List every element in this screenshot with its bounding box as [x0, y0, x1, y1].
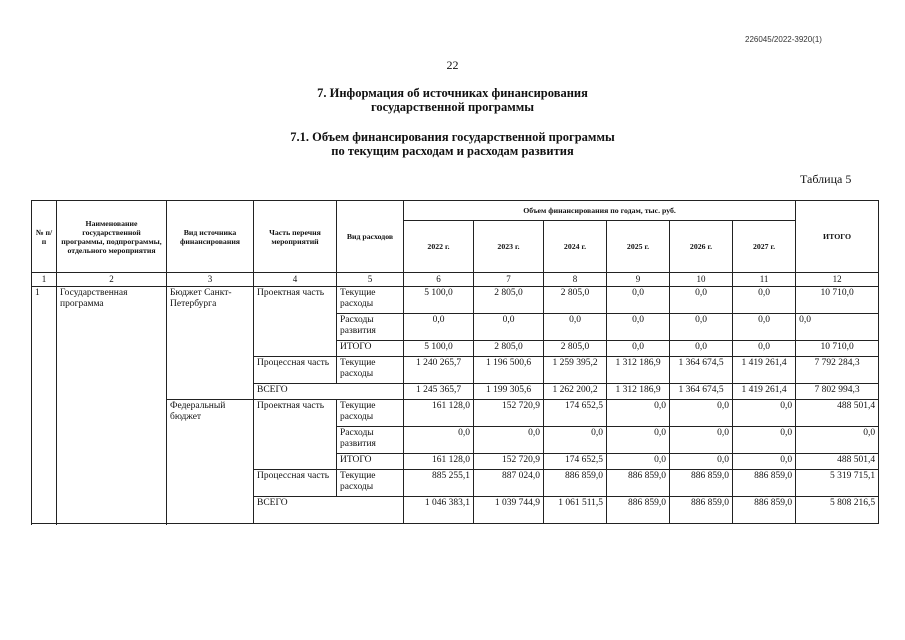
value-cell: 2 805,0	[544, 287, 607, 314]
total-cell: 5 808 216,5	[796, 497, 879, 524]
value-cell: 886 859,0	[544, 470, 607, 497]
value-cell: 0,0	[733, 341, 796, 357]
column-number: 12	[796, 273, 879, 287]
value-cell: 2 805,0	[474, 287, 544, 314]
value-cell: 0,0	[670, 400, 733, 427]
value-cell: 0,0	[607, 314, 670, 341]
total-cell: 0,0	[796, 314, 879, 341]
expense-label: Расходы развития	[337, 314, 404, 341]
value-cell: 886 859,0	[607, 470, 670, 497]
section-heading	[0, 86, 905, 114]
table-row	[32, 287, 879, 314]
column-number: 6	[404, 273, 474, 287]
expense-label: Текущие расходы	[337, 287, 404, 314]
subsection-heading	[0, 130, 905, 158]
total-cell: 5 319 715,1	[796, 470, 879, 497]
column-number: 10	[670, 273, 733, 287]
total-cell: 488 501,4	[796, 400, 879, 427]
value-cell: 1 419 261,4	[733, 357, 796, 384]
table-caption: Таблица 5	[800, 172, 852, 186]
value-cell: 5 100,0	[404, 341, 474, 357]
program-number: 1	[32, 287, 57, 524]
value-cell: 1 364 674,5	[670, 357, 733, 384]
column-number: 4	[254, 273, 337, 287]
grand-total-label: ВСЕГО	[254, 497, 404, 524]
header-year: 2027 г.	[733, 221, 796, 273]
header-year: 2022 г.	[404, 221, 474, 273]
source-name: Бюджет Санкт-Петербурга	[167, 287, 254, 400]
value-cell: 0,0	[733, 400, 796, 427]
header-expense-type: Вид расходов	[337, 201, 404, 273]
header-volume: Объем финансирования по годам, тыс. руб.	[404, 201, 796, 221]
value-cell: 174 652,5	[544, 400, 607, 427]
value-cell: 1 262 200,2	[544, 384, 607, 400]
column-number: 3	[167, 273, 254, 287]
grand-total-label: ВСЕГО	[254, 384, 404, 400]
value-cell: 1 312 186,9	[607, 357, 670, 384]
value-cell: 0,0	[474, 314, 544, 341]
value-cell: 1 199 305,6	[474, 384, 544, 400]
value-cell: 0,0	[670, 454, 733, 470]
column-number: 2	[57, 273, 167, 287]
expense-label: Текущие расходы	[337, 357, 404, 384]
value-cell: 1 364 674,5	[670, 384, 733, 400]
value-cell: 0,0	[544, 314, 607, 341]
column-number: 1	[32, 273, 57, 287]
total-cell: 0,0	[796, 427, 879, 454]
value-cell: 161 128,0	[404, 400, 474, 427]
value-cell: 0,0	[670, 341, 733, 357]
header-year: 2025 г.	[607, 221, 670, 273]
column-number-row	[32, 273, 879, 287]
column-number: 7	[474, 273, 544, 287]
value-cell: 887 024,0	[474, 470, 544, 497]
header-part: Часть перечня мероприятий	[254, 201, 337, 273]
value-cell: 0,0	[733, 427, 796, 454]
value-cell: 161 128,0	[404, 454, 474, 470]
value-cell: 0,0	[404, 314, 474, 341]
header-year: 2026 г.	[670, 221, 733, 273]
value-cell: 886 859,0	[670, 470, 733, 497]
value-cell: 0,0	[544, 427, 607, 454]
column-number: 8	[544, 273, 607, 287]
header-num: № п/п	[32, 201, 57, 273]
column-number: 11	[733, 273, 796, 287]
total-cell: 10 710,0	[796, 287, 879, 314]
part-label: Процессная часть	[254, 470, 337, 497]
value-cell: 2 805,0	[544, 341, 607, 357]
header-year: 2024 г.	[544, 221, 607, 273]
value-cell: 5 100,0	[404, 287, 474, 314]
program-name: Государственная программа	[57, 287, 167, 524]
value-cell: 0,0	[607, 287, 670, 314]
value-cell: 1 046 383,1	[404, 497, 474, 524]
value-cell: 885 255,1	[404, 470, 474, 497]
value-cell: 0,0	[733, 454, 796, 470]
part-label: Проектная часть	[254, 400, 337, 470]
subsection-heading-line: 7.1. Объем финансирования государственной программы	[290, 130, 615, 144]
value-cell: 886 859,0	[733, 470, 796, 497]
value-cell: 1 196 500,6	[474, 357, 544, 384]
section-heading-line: 7. Информация об источниках финансирования	[317, 86, 588, 100]
subsection-heading-line: по текущим расходам и расходам развития	[331, 144, 574, 158]
total-cell: 7 802 994,3	[796, 384, 879, 400]
expense-label: ИТОГО	[337, 454, 404, 470]
part-label: Процессная часть	[254, 357, 337, 384]
value-cell: 1 312 186,9	[607, 384, 670, 400]
total-cell: 488 501,4	[796, 454, 879, 470]
expense-label: ИТОГО	[337, 341, 404, 357]
expense-label: Текущие расходы	[337, 400, 404, 427]
value-cell: 0,0	[474, 427, 544, 454]
value-cell: 886 859,0	[607, 497, 670, 524]
value-cell: 0,0	[404, 427, 474, 454]
total-cell: 7 792 284,3	[796, 357, 879, 384]
source-name: Федеральный бюджет	[167, 400, 254, 524]
value-cell: 1 061 511,5	[544, 497, 607, 524]
part-label: Проектная часть	[254, 287, 337, 357]
value-cell: 0,0	[670, 314, 733, 341]
value-cell: 0,0	[670, 287, 733, 314]
value-cell: 0,0	[733, 314, 796, 341]
value-cell: 1 245 365,7	[404, 384, 474, 400]
value-cell: 1 240 265,7	[404, 357, 474, 384]
value-cell: 0,0	[670, 427, 733, 454]
value-cell: 886 859,0	[670, 497, 733, 524]
column-number: 9	[607, 273, 670, 287]
header-source: Вид источника финансирования	[167, 201, 254, 273]
header-total: ИТОГО	[796, 201, 879, 273]
expense-label: Текущие расходы	[337, 470, 404, 497]
header-year: 2023 г.	[474, 221, 544, 273]
value-cell: 0,0	[733, 287, 796, 314]
document-id: 226045/2022-3920(1)	[745, 35, 822, 44]
total-cell: 10 710,0	[796, 341, 879, 357]
value-cell: 0,0	[607, 427, 670, 454]
column-number: 5	[337, 273, 404, 287]
value-cell: 0,0	[607, 454, 670, 470]
value-cell: 2 805,0	[474, 341, 544, 357]
value-cell: 0,0	[607, 341, 670, 357]
value-cell: 1 259 395,2	[544, 357, 607, 384]
section-heading-line: государственной программы	[370, 100, 535, 114]
value-cell: 886 859,0	[733, 497, 796, 524]
value-cell: 152 720,9	[474, 454, 544, 470]
value-cell: 152 720,9	[474, 400, 544, 427]
page-number: 22	[446, 58, 459, 72]
value-cell: 1 419 261,4	[733, 384, 796, 400]
value-cell: 1 039 744,9	[474, 497, 544, 524]
expense-label: Расходы развития	[337, 427, 404, 454]
financing-table	[31, 200, 879, 524]
header-name: Наименование государственной программы, подпрограммы, отдельного мероприятия	[57, 201, 167, 273]
value-cell: 174 652,5	[544, 454, 607, 470]
value-cell: 0,0	[607, 400, 670, 427]
